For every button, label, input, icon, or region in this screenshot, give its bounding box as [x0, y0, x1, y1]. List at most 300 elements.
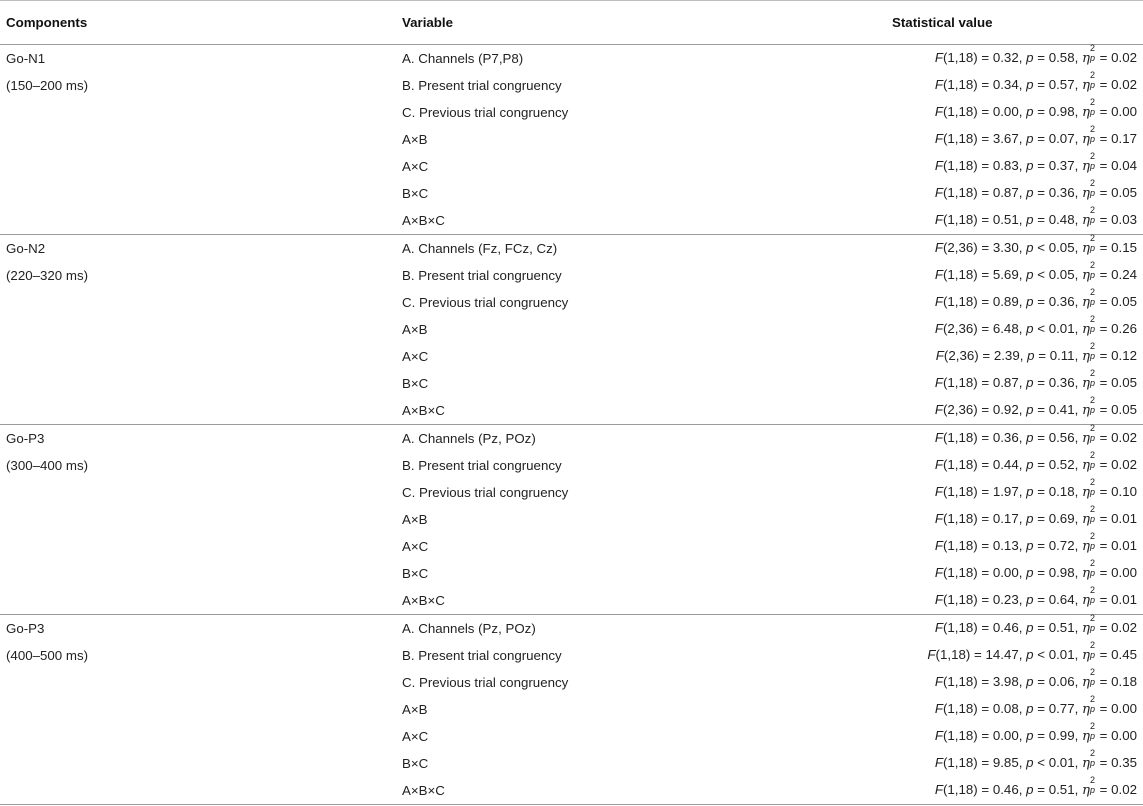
eta-subscript: p: [1089, 730, 1095, 741]
table-row: [0, 750, 1143, 777]
eta-subscript: p: [1089, 377, 1095, 388]
component-time-window: (220–320 ms): [6, 267, 89, 283]
eta-superscript: 2: [1089, 693, 1095, 704]
eta-superscript-subscript: [1089, 286, 1096, 307]
statistical-value-cell: F(1,18) = 0.34, p = 0.57, η 2 p = 0.02: [934, 69, 1137, 93]
table-row: [0, 777, 1143, 805]
f-symbol: F: [934, 755, 943, 770]
f-value: 0.44: [992, 457, 1019, 472]
p-symbol: p: [1026, 674, 1034, 689]
statistical-value-cell: F(1,18) = 3.98, p = 0.06, η 2 p = 0.18: [934, 666, 1137, 690]
f-df: (1,18): [942, 565, 978, 580]
statistical-value-cell: F(1,18) = 0.00, p = 0.98, η 2 p = 0.00: [934, 96, 1137, 120]
f-df: (1,18): [942, 50, 978, 65]
p-symbol: p: [1026, 484, 1034, 499]
table-row: [0, 560, 1143, 587]
table-row: [0, 153, 1143, 180]
eta-superscript: 2: [1089, 530, 1095, 541]
eta-subscript: p: [1089, 323, 1095, 334]
f-df: (1,18): [942, 267, 978, 282]
table-row: [0, 316, 1143, 343]
eta-subscript: p: [1089, 486, 1095, 497]
statistical-value-cell: F(1,18) = 0.46, p = 0.51, η 2 p = 0.02: [886, 777, 1143, 805]
eta-superscript-subscript: [1089, 666, 1096, 687]
f-df: (2,36): [942, 402, 978, 417]
eta-superscript: 2: [1089, 150, 1095, 161]
variable-cell: B×C: [402, 375, 429, 391]
f-value: 5.69: [992, 267, 1019, 282]
header-variable: Variable: [396, 1, 886, 45]
statistical-value-cell: F(1,18) = 1.97, p = 0.18, η 2 p = 0.10: [934, 476, 1137, 500]
eta-value: 0.02: [1111, 457, 1137, 472]
variable-cell: A×B×C: [402, 402, 445, 418]
p-value: 0.69: [1048, 511, 1075, 526]
eta-value: 0.02: [1111, 620, 1137, 635]
f-value: 0.00: [992, 728, 1019, 743]
p-symbol: p: [1026, 511, 1034, 526]
f-df: (1,18): [942, 484, 978, 499]
variable-cell: B. Present trial congruency: [402, 267, 562, 283]
eta-value: 0.03: [1111, 212, 1137, 227]
eta-superscript-subscript: [1089, 177, 1096, 198]
header-row: [0, 1, 1143, 45]
eta-symbol: η: [1081, 593, 1090, 608]
f-symbol: F: [934, 131, 943, 146]
eta-superscript: 2: [1089, 394, 1095, 405]
f-value: 0.23: [992, 592, 1019, 607]
eta-value: 0.02: [1111, 430, 1137, 445]
variable-cell: A×B: [402, 511, 428, 527]
variable-cell: C. Previous trial congruency: [402, 104, 569, 120]
eta-value: 0.05: [1111, 402, 1137, 417]
eta-superscript: 2: [1089, 367, 1095, 378]
statistical-value-cell: F(1,18) = 14.47, p < 0.01, η 2 p = 0.45: [927, 639, 1137, 663]
p-operator: =: [1037, 77, 1045, 92]
component-cell-empty: [0, 343, 396, 370]
component-cell-empty: [0, 479, 396, 506]
table-row: [0, 289, 1143, 316]
p-operator: =: [1037, 212, 1045, 227]
eta-superscript-subscript: [1089, 367, 1096, 388]
p-value: 0.36: [1048, 375, 1075, 390]
p-value: 0.01: [1048, 321, 1075, 336]
p-operator: =: [1037, 375, 1045, 390]
p-operator: =: [1037, 674, 1045, 689]
component-name: Go-N2: [0, 235, 396, 263]
f-symbol: F: [934, 158, 943, 173]
f-value: 0.32: [992, 50, 1019, 65]
eta-value: 0.24: [1111, 267, 1137, 282]
p-value: 0.64: [1048, 592, 1075, 607]
variable-cell: A×B: [402, 701, 428, 717]
p-symbol: p: [1026, 185, 1034, 200]
p-operator: <: [1037, 321, 1045, 336]
eta-superscript: 2: [1089, 476, 1095, 487]
f-symbol: F: [934, 728, 943, 743]
variable-cell: A×B×C: [402, 212, 445, 228]
eta-superscript-subscript: [1089, 639, 1096, 660]
eta-value: 0.00: [1111, 701, 1137, 716]
p-operator: =: [1037, 158, 1045, 173]
component-cell-empty: [0, 696, 396, 723]
p-value: 0.01: [1048, 755, 1075, 770]
eta-subscript: p: [1089, 242, 1095, 253]
component-name: Go-P3: [0, 425, 396, 453]
p-value: 0.37: [1048, 158, 1075, 173]
eta-superscript-subscript: [1089, 449, 1096, 470]
p-operator: <: [1037, 647, 1045, 662]
table-row: [0, 343, 1143, 370]
p-operator: =: [1038, 348, 1046, 363]
eta-symbol: η: [1081, 783, 1090, 798]
p-symbol: p: [1026, 565, 1034, 580]
p-symbol: p: [1026, 782, 1034, 797]
f-df: (1,18): [942, 538, 978, 553]
table-row: [0, 479, 1143, 506]
eta-symbol: η: [1081, 648, 1090, 663]
eta-subscript: p: [1089, 540, 1095, 551]
table-row: [0, 642, 1143, 669]
variable-cell: A×B×C: [396, 777, 886, 805]
eta-subscript: p: [1089, 160, 1095, 171]
eta-value: 0.17: [1111, 131, 1137, 146]
f-value: 0.00: [992, 104, 1019, 119]
f-value: 3.98: [992, 674, 1019, 689]
f-df: (1,18): [935, 647, 971, 662]
eta-subscript: p: [1089, 703, 1095, 714]
eta-superscript: 2: [1089, 177, 1095, 188]
eta-superscript: 2: [1089, 639, 1095, 650]
statistical-value-cell: F(2,36) = 0.92, p = 0.41, η 2 p = 0.05: [934, 394, 1137, 418]
eta-subscript: p: [1089, 622, 1095, 633]
eta-subscript: p: [1089, 79, 1095, 90]
f-df: (1,18): [942, 212, 978, 227]
eta-symbol: η: [1081, 756, 1090, 771]
p-value: 0.05: [1048, 267, 1075, 282]
f-value: 0.51: [992, 212, 1019, 227]
variable-cell: C. Previous trial congruency: [402, 484, 569, 500]
f-symbol: F: [934, 701, 943, 716]
eta-superscript-subscript: [1089, 720, 1096, 741]
p-symbol: p: [1026, 294, 1034, 309]
table-row: [0, 696, 1143, 723]
table-row: [0, 587, 1143, 615]
p-symbol: p: [1026, 728, 1034, 743]
eta-superscript: 2: [1089, 42, 1095, 53]
eta-subscript: p: [1089, 269, 1095, 280]
p-operator: =: [1037, 728, 1045, 743]
table-row: [0, 533, 1143, 560]
p-operator: =: [1037, 592, 1045, 607]
f-df: (2,36): [942, 321, 978, 336]
eta-superscript-subscript: [1089, 313, 1096, 334]
eta-symbol: η: [1081, 105, 1090, 120]
eta-subscript: p: [1089, 404, 1095, 415]
eta-superscript-subscript: [1089, 42, 1096, 63]
f-df: (1,18): [942, 77, 978, 92]
eta-symbol: η: [1081, 159, 1090, 174]
eta-symbol: η: [1081, 566, 1090, 581]
table-row: [0, 180, 1143, 207]
eta-symbol: η: [1081, 431, 1090, 446]
p-value: 0.56: [1048, 430, 1075, 445]
statistical-value-cell: F(1,18) = 0.08, p = 0.77, η 2 p = 0.00: [934, 693, 1137, 717]
f-symbol: F: [934, 267, 943, 282]
eta-superscript-subscript: [1089, 557, 1096, 578]
eta-value: 0.00: [1111, 565, 1137, 580]
f-value: 0.92: [992, 402, 1019, 417]
p-value: 0.58: [1048, 50, 1075, 65]
variable-cell: A×C: [402, 158, 429, 174]
variable-cell: A. Channels (Pz, POz): [396, 425, 886, 453]
table-row: [0, 615, 1143, 643]
statistical-value-cell: F(1,18) = 0.46, p = 0.51, η 2 p = 0.02: [886, 615, 1143, 643]
eta-superscript-subscript: [1089, 476, 1096, 497]
variable-cell: A. Channels (Pz, POz): [396, 615, 886, 643]
eta-subscript: p: [1089, 350, 1095, 361]
statistical-value-cell: F(1,18) = 0.87, p = 0.36, η 2 p = 0.05: [934, 177, 1137, 201]
table-row: [0, 506, 1143, 533]
eta-symbol: η: [1081, 51, 1090, 66]
f-value: 14.47: [985, 647, 1019, 662]
table-row: [0, 425, 1143, 453]
p-value: 0.07: [1048, 131, 1075, 146]
statistical-value-cell: F(1,18) = 0.23, p = 0.64, η 2 p = 0.01: [934, 584, 1137, 608]
eta-subscript: p: [1089, 133, 1095, 144]
statistical-value-cell: F(1,18) = 0.51, p = 0.48, η 2 p = 0.03: [934, 204, 1137, 228]
p-value: 0.52: [1048, 457, 1075, 472]
f-symbol: F: [934, 538, 943, 553]
component-cell-empty: [0, 587, 396, 615]
p-symbol: p: [1026, 77, 1034, 92]
f-value: 0.34: [992, 77, 1019, 92]
f-value: 3.67: [992, 131, 1019, 146]
f-symbol: F: [934, 674, 943, 689]
variable-cell: C. Previous trial congruency: [402, 294, 569, 310]
eta-superscript: 2: [1089, 204, 1095, 215]
component-cell-empty: [0, 560, 396, 587]
component-time-window: (400–500 ms): [6, 647, 89, 663]
p-symbol: p: [1026, 402, 1034, 417]
p-symbol: p: [1026, 240, 1034, 255]
eta-superscript-subscript: [1089, 232, 1096, 253]
eta-subscript: p: [1089, 52, 1095, 63]
f-df: (1,18): [942, 457, 978, 472]
eta-superscript-subscript: [1089, 340, 1096, 361]
component-cell-empty: [0, 126, 396, 153]
f-value: 0.87: [992, 185, 1019, 200]
component-time-window: (300–400 ms): [6, 457, 89, 473]
f-df: (1,18): [942, 158, 978, 173]
p-operator: =: [1037, 701, 1045, 716]
eta-value: 0.01: [1111, 592, 1137, 607]
eta-value: 0.05: [1111, 375, 1137, 390]
p-symbol: p: [1026, 158, 1034, 173]
p-value: 0.57: [1048, 77, 1075, 92]
p-value: 0.48: [1048, 212, 1075, 227]
statistical-value-cell: F(1,18) = 0.13, p = 0.72, η 2 p = 0.01: [934, 530, 1137, 554]
p-symbol: p: [1026, 592, 1034, 607]
eta-superscript: 2: [1089, 232, 1095, 243]
eta-superscript-subscript: [1089, 123, 1096, 144]
p-operator: =: [1037, 457, 1045, 472]
eta-value: 0.35: [1111, 755, 1137, 770]
eta-symbol: η: [1081, 376, 1090, 391]
eta-symbol: η: [1081, 322, 1090, 337]
variable-cell: B×C: [402, 755, 429, 771]
f-df: (1,18): [942, 294, 978, 309]
eta-subscript: p: [1089, 432, 1095, 443]
f-df: (1,18): [942, 375, 978, 390]
p-value: 0.18: [1048, 484, 1075, 499]
table-row: [0, 99, 1143, 126]
f-value: 0.17: [992, 511, 1019, 526]
eta-value: 0.45: [1111, 647, 1137, 662]
f-symbol: F: [934, 457, 943, 472]
eta-symbol: η: [1081, 268, 1090, 283]
p-operator: =: [1037, 185, 1045, 200]
eta-subscript: p: [1089, 784, 1095, 795]
eta-subscript: p: [1089, 567, 1095, 578]
eta-superscript: 2: [1089, 503, 1095, 514]
eta-subscript: p: [1089, 296, 1095, 307]
table-row: [0, 235, 1143, 263]
p-symbol: p: [1026, 131, 1034, 146]
f-df: (1,18): [942, 511, 978, 526]
statistical-value-cell: F(1,18) = 0.17, p = 0.69, η 2 p = 0.01: [934, 503, 1137, 527]
f-df: (1,18): [942, 728, 978, 743]
eta-superscript: 2: [1089, 422, 1095, 433]
table-row: [0, 669, 1143, 696]
eta-superscript: 2: [1089, 666, 1095, 677]
variable-cell: A×C: [402, 348, 429, 364]
eta-superscript: 2: [1089, 584, 1095, 595]
p-value: 0.01: [1048, 647, 1075, 662]
eta-subscript: p: [1089, 757, 1095, 768]
f-df: (1,18): [942, 674, 978, 689]
eta-superscript: 2: [1089, 286, 1095, 297]
f-symbol: F: [934, 185, 943, 200]
f-symbol: F: [934, 782, 943, 797]
p-value: 0.72: [1048, 538, 1075, 553]
eta-subscript: p: [1089, 676, 1095, 687]
eta-superscript-subscript: [1089, 150, 1096, 171]
eta-superscript: 2: [1089, 313, 1095, 324]
eta-value: 0.02: [1111, 50, 1137, 65]
variable-cell: B. Present trial congruency: [402, 457, 562, 473]
eta-symbol: η: [1081, 539, 1090, 554]
statistical-value-cell: F(1,18) = 0.36, p = 0.56, η 2 p = 0.02: [886, 425, 1143, 453]
eta-value: 0.05: [1111, 185, 1137, 200]
eta-value: 0.18: [1111, 674, 1137, 689]
p-symbol: p: [1026, 104, 1034, 119]
statistical-value-cell: F(1,18) = 0.32, p = 0.58, η 2 p = 0.02: [886, 45, 1143, 73]
eta-superscript: 2: [1089, 612, 1095, 623]
eta-superscript: 2: [1089, 720, 1095, 731]
variable-cell: A×B: [402, 131, 428, 147]
f-value: 0.87: [992, 375, 1019, 390]
statistical-value-cell: F(1,18) = 3.67, p = 0.07, η 2 p = 0.17: [934, 123, 1137, 147]
table-row: [0, 723, 1143, 750]
eta-superscript-subscript: [1089, 584, 1096, 605]
f-value: 0.36: [992, 430, 1019, 445]
p-symbol: p: [1026, 50, 1034, 65]
table-row: [0, 397, 1143, 425]
eta-superscript-subscript: [1089, 693, 1096, 714]
eta-superscript: 2: [1089, 449, 1095, 460]
eta-superscript-subscript: [1089, 422, 1096, 443]
variable-cell: B×C: [402, 565, 429, 581]
eta-symbol: η: [1081, 702, 1090, 717]
p-operator: =: [1037, 511, 1045, 526]
p-value: 0.98: [1048, 565, 1075, 580]
eta-value: 0.01: [1111, 538, 1137, 553]
p-symbol: p: [1026, 620, 1034, 635]
f-symbol: F: [934, 240, 943, 255]
eta-symbol: η: [1081, 403, 1090, 418]
eta-subscript: p: [1089, 214, 1095, 225]
f-symbol: F: [934, 104, 943, 119]
eta-symbol: η: [1081, 512, 1090, 527]
p-operator: =: [1037, 402, 1045, 417]
f-value: 0.46: [992, 782, 1019, 797]
eta-subscript: p: [1089, 187, 1095, 198]
component-cell-empty: [0, 669, 396, 696]
p-symbol: p: [1026, 701, 1034, 716]
statistical-value-cell: F(2,36) = 2.39, p = 0.11, η 2 p = 0.12: [935, 340, 1137, 364]
f-df: (2,36): [942, 240, 978, 255]
f-df: (2,36): [943, 348, 979, 363]
f-symbol: F: [934, 375, 943, 390]
eta-value: 0.02: [1111, 782, 1137, 797]
variable-cell: A. Channels (Fz, FCz, Cz): [396, 235, 886, 263]
statistical-value-cell: F(2,36) = 3.30, p < 0.05, η 2 p = 0.15: [886, 235, 1143, 263]
variable-cell: A×B: [402, 321, 428, 337]
variable-cell: B×C: [402, 185, 429, 201]
table-row: [0, 45, 1143, 73]
p-value: 0.06: [1048, 674, 1075, 689]
eta-value: 0.05: [1111, 294, 1137, 309]
eta-superscript: 2: [1089, 69, 1095, 80]
variable-cell: A×B×C: [402, 592, 445, 608]
statistical-value-cell: F(1,18) = 0.44, p = 0.52, η 2 p = 0.02: [934, 449, 1137, 473]
eta-subscript: p: [1089, 459, 1095, 470]
f-value: 6.48: [992, 321, 1019, 336]
f-df: (1,18): [942, 592, 978, 607]
variable-cell: B. Present trial congruency: [402, 77, 562, 93]
eta-symbol: η: [1081, 349, 1090, 364]
f-symbol: F: [934, 430, 943, 445]
statistical-value-cell: F(1,18) = 0.87, p = 0.36, η 2 p = 0.05: [934, 367, 1137, 391]
f-symbol: F: [934, 402, 943, 417]
f-symbol: F: [934, 565, 943, 580]
component-cell-empty: [0, 99, 396, 126]
eta-superscript: 2: [1089, 747, 1095, 758]
eta-symbol: η: [1081, 213, 1090, 228]
component-cell-empty: [0, 506, 396, 533]
statistical-value-cell: F(1,18) = 5.69, p < 0.05, η 2 p = 0.24: [934, 259, 1137, 283]
p-symbol: p: [1027, 348, 1035, 363]
p-operator: =: [1037, 104, 1045, 119]
eta-superscript-subscript: [1089, 69, 1096, 90]
p-symbol: p: [1026, 755, 1034, 770]
table-row: [0, 72, 1143, 99]
table-body: [0, 42, 1143, 805]
table-row: [0, 207, 1143, 235]
f-df: (1,18): [942, 430, 978, 445]
p-symbol: p: [1026, 457, 1034, 472]
p-value: 0.98: [1048, 104, 1075, 119]
